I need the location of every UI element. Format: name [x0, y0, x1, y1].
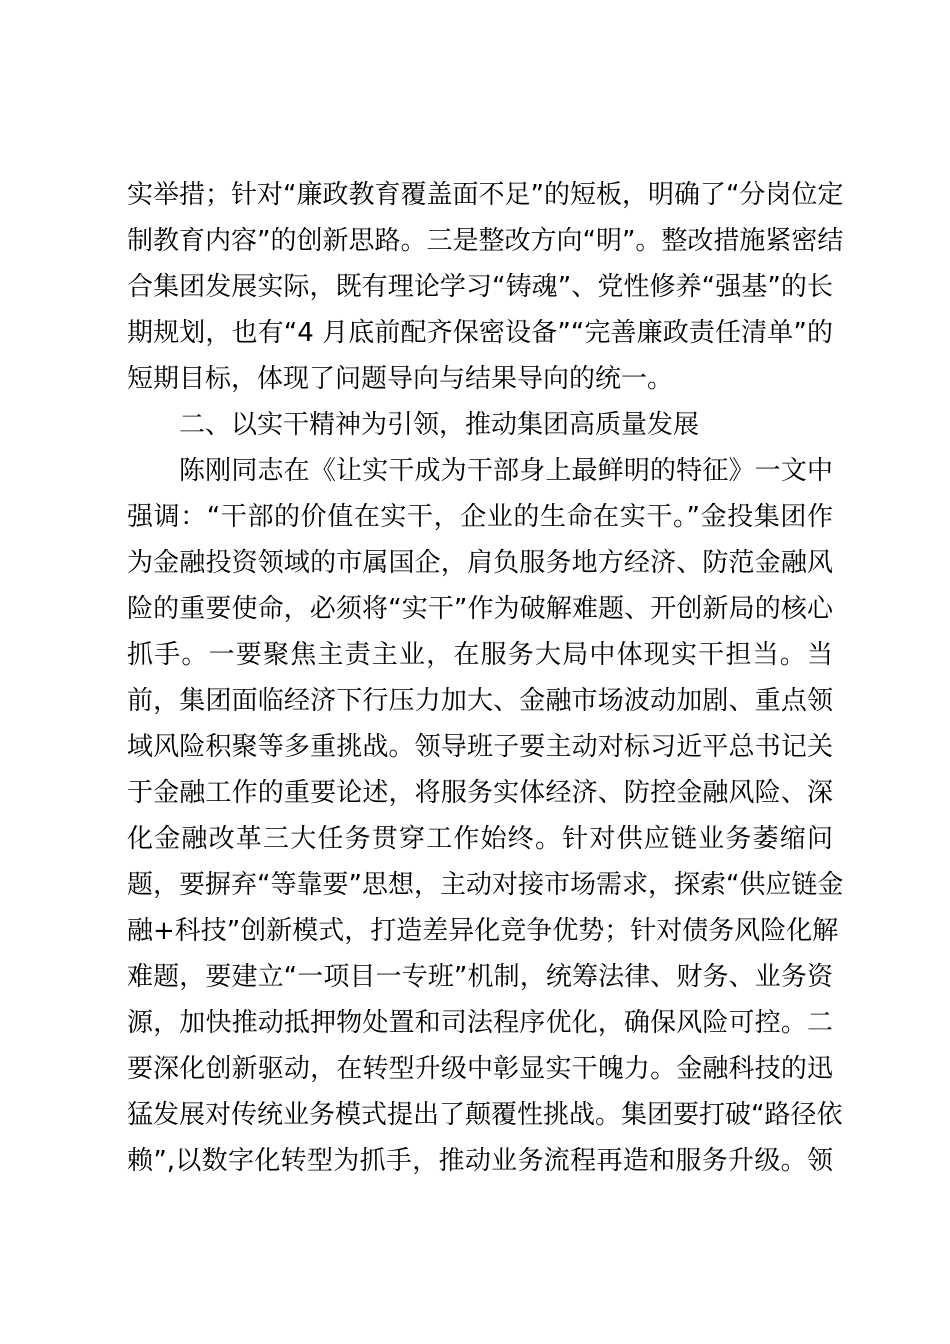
- text-line: 为金融投资领域的市属国企，肩负服务地方经济、防范金融风: [127, 548, 833, 578]
- text-line: 实举措；针对“廉政教育覆盖面不足”的短板，明确了“分岗位定: [127, 180, 844, 210]
- text-line: 源，加快推动抵押物处置和司法程序优化，确保风险可控。二: [127, 1008, 833, 1038]
- text-line: 强调：“干部的价值在实干，企业的生命在实干。”金投集团作: [127, 502, 833, 532]
- text-line: 抓手。一要聚焦主责主业，在服务大局中体现实干担当。当: [127, 640, 833, 670]
- text-line: 陈刚同志在《让实干成为干部身上最鲜明的特征》一文中: [179, 456, 833, 486]
- text-line: 险的重要使命，必须将“实干”作为破解难题、开创新局的核心: [127, 594, 833, 624]
- text-line: 题，要摒弃“等靠要”思想，主动对接市场需求，探索“供应链金: [127, 870, 844, 900]
- text-line: 期规划，也有“4 月底前配齐保密设备”“完善廉政责任清单”的: [127, 318, 833, 348]
- text-line: 难题，要建立“一项目一专班”机制，统筹法律、财务、业务资: [127, 962, 833, 992]
- text-line: 制教育内容”的创新思路。三是整改方向“明”。整改措施紧密结: [127, 226, 844, 256]
- text-line: 前，集团面临经济下行压力加大、金融市场波动加剧、重点领: [127, 686, 833, 716]
- text-line: 合集团发展实际，既有理论学习“铸魂”、党性修养“强基”的长: [127, 272, 833, 302]
- text-line: 化金融改革三大任务贯穿工作始终。针对供应链业务萎缩问: [127, 824, 833, 854]
- text-line: 猛发展对传统业务模式提出了颠覆性挑战。集团要打破“路径依: [127, 1100, 843, 1130]
- text-line: 域风险积聚等多重挑战。领导班子要主动对标习近平总书记关: [127, 732, 833, 762]
- text-line: 要深化创新驱动，在转型升级中彰显实干魄力。金融科技的迅: [127, 1054, 833, 1084]
- text-line: 赖”,以数字化转型为抓手，推动业务流程再造和服务升级。领: [127, 1146, 833, 1176]
- text-line: 融+科技”创新模式，打造差异化竞争优势；针对债务风险化解: [127, 916, 839, 946]
- text-line: 于金融工作的重要论述，将服务实体经济、防控金融风险、深: [127, 778, 833, 808]
- text-line: 短期目标，体现了问题导向与结果导向的统一。: [127, 364, 674, 394]
- section-heading: 二、以实干精神为引领，推动集团高质量发展: [179, 410, 700, 440]
